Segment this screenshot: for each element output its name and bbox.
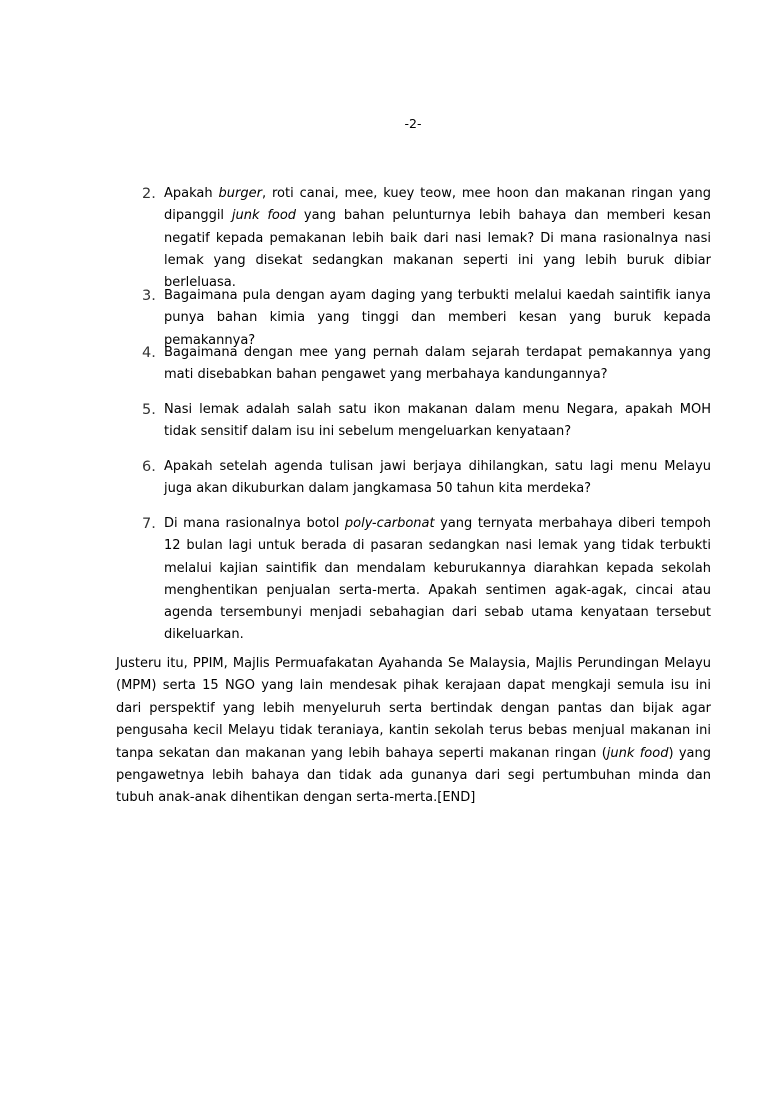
list-item-number: 5. xyxy=(142,402,156,418)
list-item-text: Nasi lemak adalah salah satu ikon makanan dalam menu Negara, apakah MOH tidak sensitif dalam isu ini sebelum mengeluarkan kenyataan? xyxy=(164,402,711,440)
list-item-number: 7. xyxy=(142,516,156,532)
page-number: -2- xyxy=(404,116,422,131)
list-item-number: 6. xyxy=(142,459,156,475)
list-item-number: 2. xyxy=(142,186,156,202)
list-item-number: 3. xyxy=(142,288,156,304)
list-item-number: 4. xyxy=(142,345,156,361)
list-item-text: Bagaimana dengan mee yang pernah dalam sejarah terdapat pemakannya yang mati disebabkan bahan pengawet yang merbahaya kandungannya? xyxy=(164,345,711,383)
list-item-text: Apakah setelah agenda tulisan jawi berjaya dihilangkan, satu lagi menu Melayu juga akan dikuburkan dalam jangkamasa 50 tahun kita merdeka? xyxy=(164,459,711,497)
closing-paragraph: Justeru itu, PPIM, Majlis Permuafakatan Ayahanda Se Malaysia, Majlis Perundingan Melayu (MPM) serta 15 NGO yang lain mendesak pihak kerajaan dapat mengkaji semula isu ini dari perspektif yang lebih menyeluruh serta bertindak dengan pantas dan bijak agar pengusaha kecil Melayu tidak teraniaya, kantin sekolah terus bebas menjual makanan ini tanpa sekatan dan makanan yang lebih bahaya seperti makanan ringan (junk food) yang pengawetnya lebih bahaya dan tidak ada gunanya dari segi pertumbuhan minda dan tubuh anak-anak dihentikan dengan serta-merta.[END] xyxy=(116,656,711,806)
list-item-text: Apakah burger, roti canai, mee, kuey teow, mee hoon dan makanan ringan yang dipanggil junk food yang bahan pelunturnya lebih bahaya dan memberi kesan negatif kepada pemakanan lebih baik dari nasi lemak? Di mana rasionalnya nasi lemak yang disekat sedangkan makanan seperti ini yang lebih buruk dibiar berleluasa. xyxy=(164,186,712,291)
list-item-text: Bagaimana pula dengan ayam daging yang terbukti melalui kaedah saintifik ianya punya bahan kimia yang tinggi dan memberi kesan yang buruk kepada pemakannya? xyxy=(164,288,711,348)
list-item-text: Di mana rasionalnya botol poly-carbonat yang ternyata merbahaya diberi tempoh 12 bulan lagi untuk berada di pasaran sedangkan nasi lemak yang tidak terbukti melalui kajian saintifik dan mendalam keburukannya diarahkan kepada sekolah menghentikan penjualan serta-merta. Apakah sentimen agak-agak, cincai atau agenda tersembunyi menjadi sebahagian dari sebab utama kenyataan tersebut dikeluarkan. xyxy=(164,516,711,643)
